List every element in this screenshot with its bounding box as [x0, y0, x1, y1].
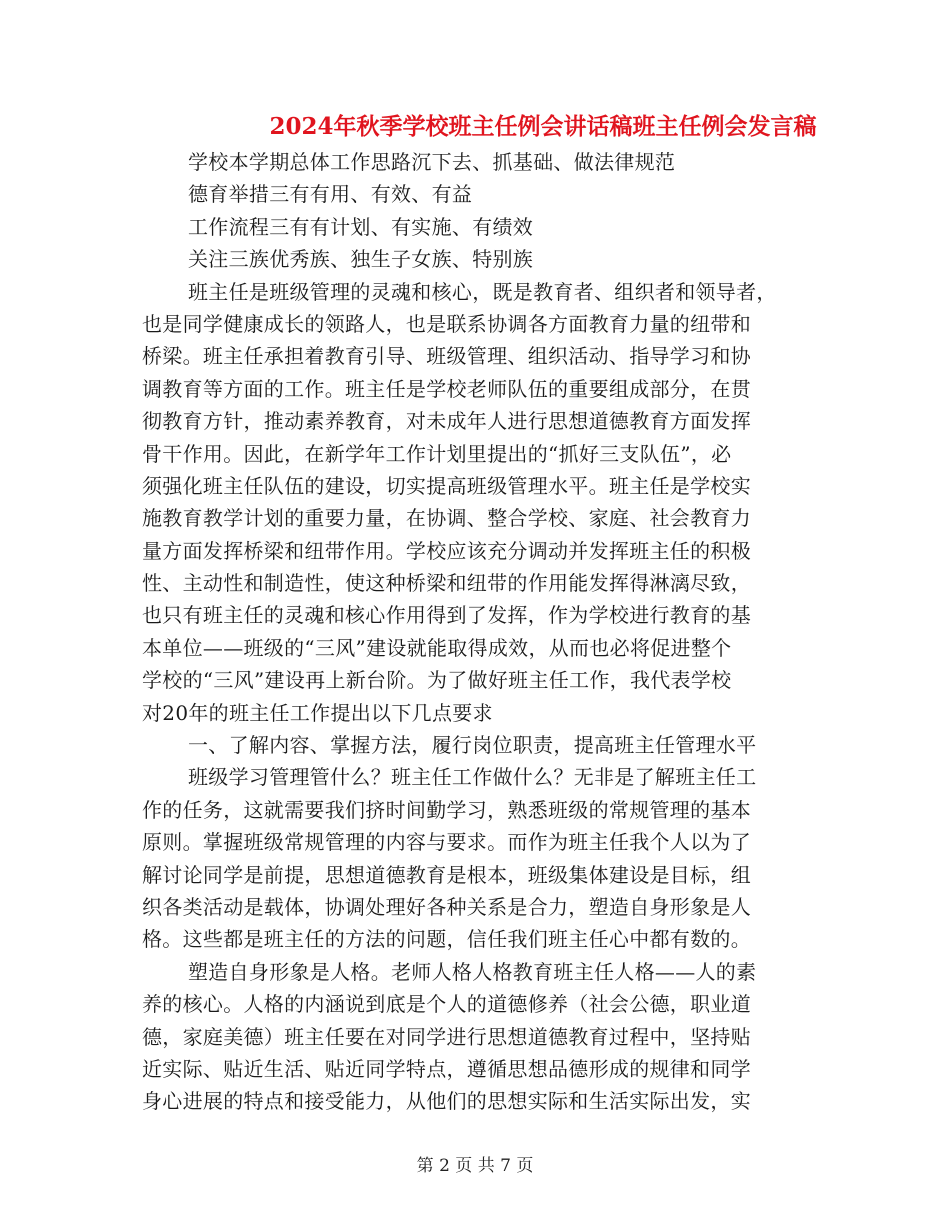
body-line: 量方面发挥桥梁和纽带作用。学校应该充分调动并发挥班主任的积极: [142, 538, 751, 563]
body-line: 养的核心。人格的内涵说到底是个人的道德修养（社会公德，职业道: [142, 992, 751, 1017]
body-line: 班级学习管理管什么？班主任工作做什么？无非是了解班主任工: [188, 765, 757, 790]
body-line: 班主任是班级管理的灵魂和核心，既是教育者、组织者和领导者，: [188, 279, 777, 304]
body-line: 学校本学期总体工作思路沉下去、抓基础、做法律规范: [188, 150, 676, 174]
body-line: 格。这些都是班主任的方法的问题，信任我们班主任心中都有数的。: [142, 927, 751, 952]
body-line: 调教育等方面的工作。班主任是学校老师队伍的重要组成部分，在贯: [142, 376, 751, 401]
body-line: 德育举措三有有用、有效、有益: [188, 182, 473, 207]
body-line: 须强化班主任队伍的建设，切实提高班级管理水平。班主任是学校实: [142, 473, 751, 498]
body-line: 性、主动性和制造性，使这种桥梁和纽带的作用能发挥得淋漓尽致，: [142, 571, 751, 596]
body-line: 对20年的班主任工作提出以下几点要求: [142, 700, 493, 725]
page-number-footer: 第 2 页 共 7 页: [416, 1156, 534, 1176]
body-line: 身心进展的特点和接受能力，从他们的思想实际和生活实际出发，实: [142, 1089, 751, 1114]
body-line: 本单位——班级的“三风”建设就能取得成效，从而也必将促进整个: [142, 635, 732, 660]
body-line: 桥梁。班主任承担着教育引导、班级管理、组织活动、指导学习和协: [142, 344, 751, 369]
body-line: 骨干作用。因此，在新学年工作计划里提出的“抓好三支队伍”，必: [142, 441, 732, 466]
body-line: 织各类活动是载体，协调处理好各种关系是合力，塑造自身形象是人: [142, 894, 751, 919]
body-line: 也只有班主任的灵魂和核心作用得到了发挥，作为学校进行教育的基: [142, 603, 751, 628]
body-line: 德，家庭美德）班主任要在对同学进行思想道德教育过程中，坚持贴: [142, 1024, 751, 1049]
document-title: 2024年秋季学校班主任例会讲话稿班主任例会发言稿: [269, 113, 817, 140]
section-heading: 一、了解内容、掌握方法，履行岗位职责，提高班主任管理水平: [188, 733, 757, 758]
body-line: 原则。掌握班级常规管理的内容与要求。而作为班主任我个人以为了: [142, 830, 751, 855]
body-line: 也是同学健康成长的领路人，也是联系协调各方面教育力量的纽带和: [142, 311, 751, 336]
body-line: 近实际、贴近生活、贴近同学特点，遵循思想品德形成的规律和同学: [142, 1056, 751, 1081]
body-line: 彻教育方针，推动素养教育，对未成年人进行思想道德教育方面发挥: [142, 409, 751, 434]
document-body: [142, 146, 808, 1118]
body-line: 关注三族优秀族、独生子女族、特别族: [188, 247, 534, 272]
body-line: 施教育教学计划的重要力量，在协调、整合学校、家庭、社会教育力: [142, 506, 751, 531]
body-line: 学校的“三风”建设再上新台阶。为了做好班主任工作，我代表学校: [142, 668, 732, 693]
body-line: 工作流程三有有计划、有实施、有绩效: [188, 214, 534, 239]
body-line: 作的任务，这就需要我们挤时间勤学习，熟悉班级的常规管理的基本: [142, 797, 751, 822]
body-line: 塑造自身形象是人格。老师人格人格教育班主任人格——人的素: [188, 959, 757, 984]
body-line: 解讨论同学是前提，思想道德教育是根本，班级集体建设是目标，组: [142, 862, 751, 887]
